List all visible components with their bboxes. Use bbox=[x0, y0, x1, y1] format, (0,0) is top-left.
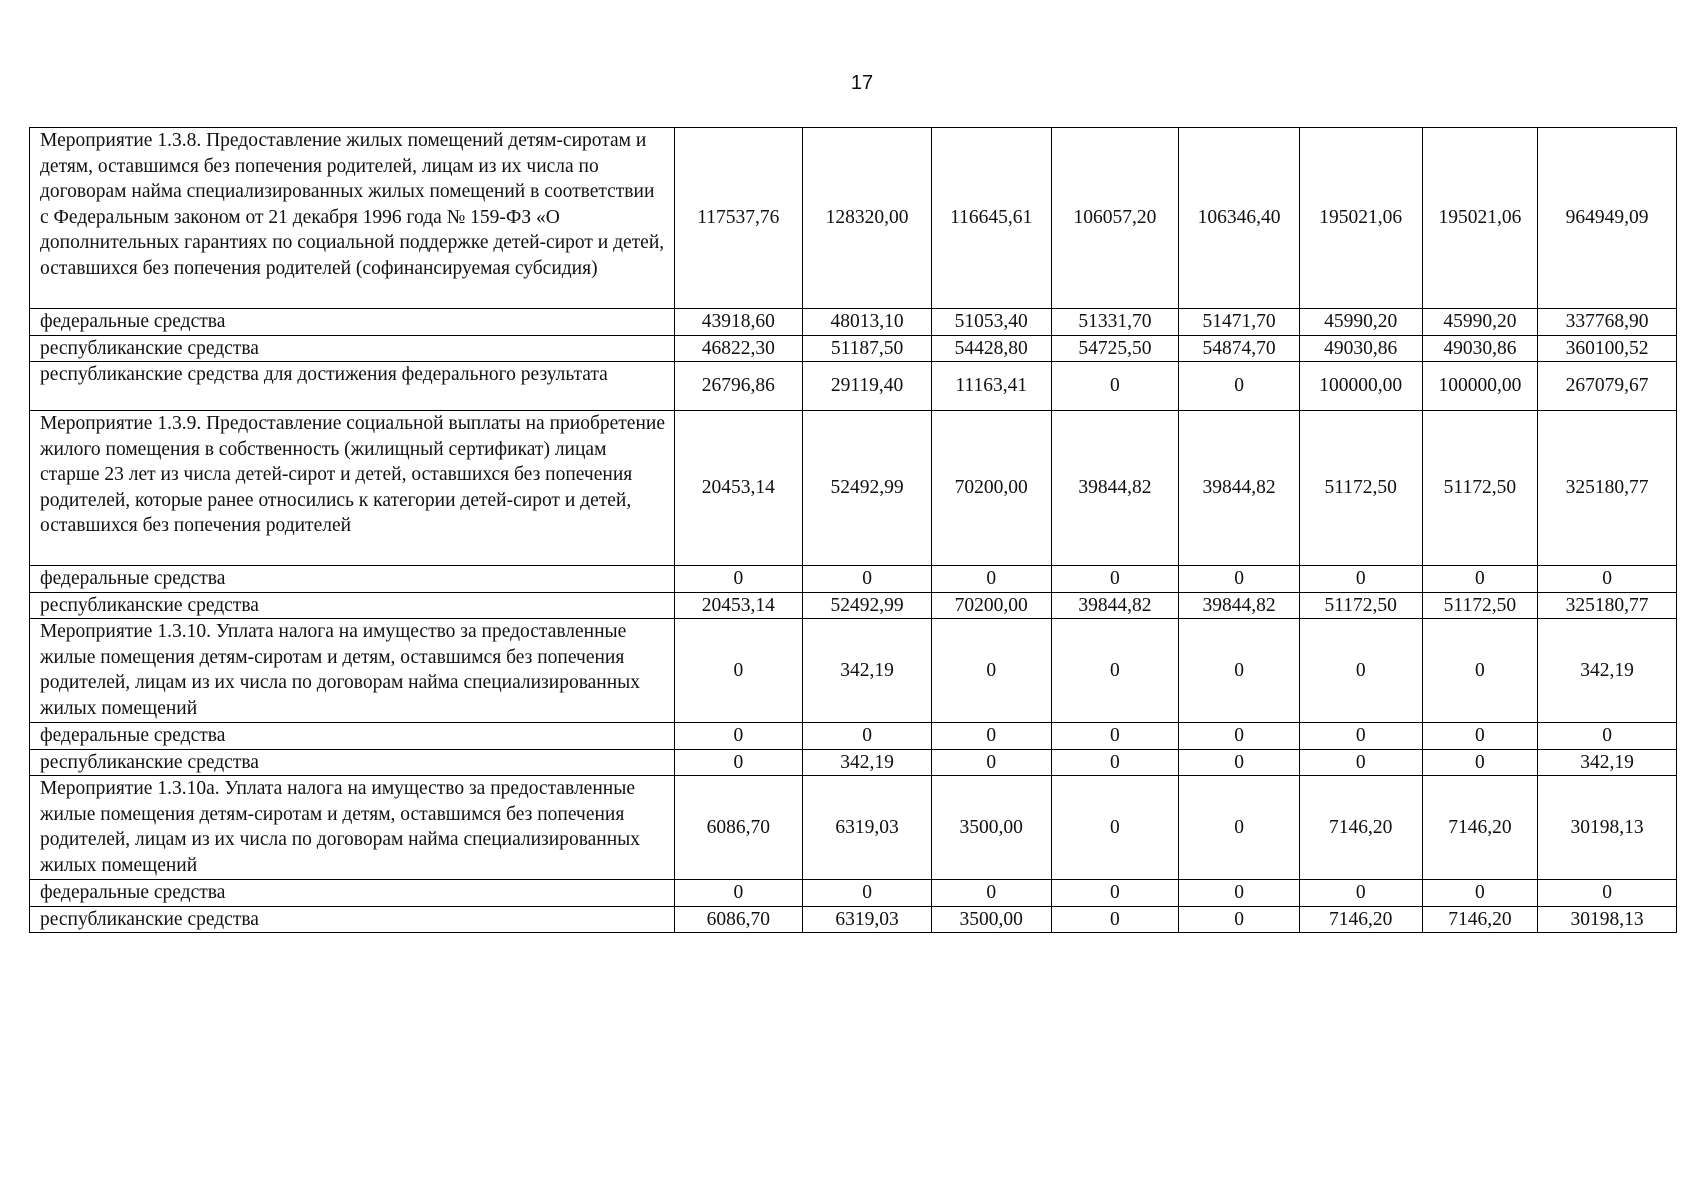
table-row bbox=[30, 619, 1677, 723]
row-label: Мероприятие 1.3.10а. Уплата налога на имущество за предоставленные жилые помещения детям-сиротам и детям, оставшимся без попечения родителей, лицам из их числа по договорам найма специализированных жилых помещений bbox=[30, 776, 675, 880]
value-cell: 0 bbox=[1179, 566, 1300, 593]
value-cell: 0 bbox=[803, 880, 932, 907]
value-cell: 325180,77 bbox=[1538, 411, 1677, 566]
value-cell: 0 bbox=[931, 880, 1051, 907]
value-cell: 100000,00 bbox=[1299, 362, 1422, 411]
table-row bbox=[30, 309, 1677, 336]
value-cell: 0 bbox=[1051, 566, 1179, 593]
value-cell: 6319,03 bbox=[803, 776, 932, 880]
value-cell: 54725,50 bbox=[1051, 335, 1179, 362]
value-cell: 0 bbox=[674, 723, 803, 750]
value-cell: 51172,50 bbox=[1422, 411, 1538, 566]
value-cell: 0 bbox=[1051, 723, 1179, 750]
value-cell: 20453,14 bbox=[674, 592, 803, 619]
row-label: Мероприятие 1.3.10. Уплата налога на имущество за предоставленные жилые помещения детям-сиротам и детям, оставшимся без попечения родителей, лицам из их числа по договорам найма специализированных жилых помещений bbox=[30, 619, 675, 723]
row-label: Мероприятие 1.3.8. Предоставление жилых помещений детям-сиротам и детям, оставшимся без попечения родителей, лицам из их числа по договорам найма специализированных жилых помещений в соответствии с Федеральным законом от 21 декабря 1996 года № 159-ФЗ «О дополнительных гарантиях по социальной поддержке детей-сирот и детей, оставшихся без попечения родителей (софинансируемая субсидия) bbox=[30, 128, 675, 309]
value-cell: 195021,06 bbox=[1299, 128, 1422, 309]
value-cell: 0 bbox=[931, 566, 1051, 593]
row-label: республиканские средства для достижения федерального результата bbox=[30, 362, 675, 411]
value-cell: 0 bbox=[1051, 906, 1179, 933]
table-row bbox=[30, 335, 1677, 362]
value-cell: 54874,70 bbox=[1179, 335, 1300, 362]
value-cell: 39844,82 bbox=[1179, 411, 1300, 566]
value-cell: 0 bbox=[1179, 723, 1300, 750]
value-cell: 0 bbox=[1299, 749, 1422, 776]
value-cell: 70200,00 bbox=[931, 411, 1051, 566]
value-cell: 0 bbox=[1179, 619, 1300, 723]
value-cell: 360100,52 bbox=[1538, 335, 1677, 362]
table-row bbox=[30, 566, 1677, 593]
value-cell: 48013,10 bbox=[803, 309, 932, 336]
value-cell: 0 bbox=[1422, 566, 1538, 593]
table-row bbox=[30, 906, 1677, 933]
value-cell: 0 bbox=[1538, 566, 1677, 593]
value-cell: 51331,70 bbox=[1051, 309, 1179, 336]
value-cell: 7146,20 bbox=[1299, 906, 1422, 933]
value-cell: 0 bbox=[1051, 749, 1179, 776]
value-cell: 39844,82 bbox=[1179, 592, 1300, 619]
value-cell: 342,19 bbox=[803, 619, 932, 723]
value-cell: 0 bbox=[803, 723, 932, 750]
value-cell: 6086,70 bbox=[674, 906, 803, 933]
value-cell: 20453,14 bbox=[674, 411, 803, 566]
row-label: федеральные средства bbox=[30, 723, 675, 750]
value-cell: 0 bbox=[1179, 880, 1300, 907]
value-cell: 267079,67 bbox=[1538, 362, 1677, 411]
value-cell: 0 bbox=[1299, 566, 1422, 593]
value-cell: 51172,50 bbox=[1422, 592, 1538, 619]
value-cell: 45990,20 bbox=[1422, 309, 1538, 336]
value-cell: 54428,80 bbox=[931, 335, 1051, 362]
value-cell: 116645,61 bbox=[931, 128, 1051, 309]
value-cell: 0 bbox=[674, 749, 803, 776]
row-label: федеральные средства bbox=[30, 309, 675, 336]
value-cell: 0 bbox=[931, 619, 1051, 723]
value-cell: 7146,20 bbox=[1299, 776, 1422, 880]
value-cell: 0 bbox=[931, 749, 1051, 776]
row-label: республиканские средства bbox=[30, 749, 675, 776]
value-cell: 0 bbox=[1422, 749, 1538, 776]
value-cell: 6086,70 bbox=[674, 776, 803, 880]
table-row bbox=[30, 723, 1677, 750]
table-row bbox=[30, 411, 1677, 566]
value-cell: 342,19 bbox=[803, 749, 932, 776]
row-label: федеральные средства bbox=[30, 566, 675, 593]
value-cell: 51172,50 bbox=[1299, 592, 1422, 619]
value-cell: 106346,40 bbox=[1179, 128, 1300, 309]
value-cell: 0 bbox=[1538, 880, 1677, 907]
value-cell: 117537,76 bbox=[674, 128, 803, 309]
value-cell: 0 bbox=[1179, 749, 1300, 776]
value-cell: 29119,40 bbox=[803, 362, 932, 411]
value-cell: 11163,41 bbox=[931, 362, 1051, 411]
table-row bbox=[30, 880, 1677, 907]
value-cell: 30198,13 bbox=[1538, 906, 1677, 933]
value-cell: 30198,13 bbox=[1538, 776, 1677, 880]
value-cell: 52492,99 bbox=[803, 592, 932, 619]
budget-table bbox=[29, 127, 1677, 933]
value-cell: 195021,06 bbox=[1422, 128, 1538, 309]
value-cell: 964949,09 bbox=[1538, 128, 1677, 309]
value-cell: 325180,77 bbox=[1538, 592, 1677, 619]
value-cell: 7146,20 bbox=[1422, 776, 1538, 880]
value-cell: 3500,00 bbox=[931, 906, 1051, 933]
value-cell: 46822,30 bbox=[674, 335, 803, 362]
value-cell: 52492,99 bbox=[803, 411, 932, 566]
value-cell: 0 bbox=[1422, 880, 1538, 907]
table-row bbox=[30, 592, 1677, 619]
value-cell: 7146,20 bbox=[1422, 906, 1538, 933]
value-cell: 0 bbox=[931, 723, 1051, 750]
row-label: республиканские средства bbox=[30, 906, 675, 933]
value-cell: 337768,90 bbox=[1538, 309, 1677, 336]
value-cell: 0 bbox=[674, 566, 803, 593]
row-label: республиканские средства bbox=[30, 335, 675, 362]
table-row bbox=[30, 362, 1677, 411]
table-row bbox=[30, 128, 1677, 309]
value-cell: 0 bbox=[1299, 880, 1422, 907]
row-label: федеральные средства bbox=[30, 880, 675, 907]
value-cell: 39844,82 bbox=[1051, 592, 1179, 619]
value-cell: 128320,00 bbox=[803, 128, 932, 309]
value-cell: 51187,50 bbox=[803, 335, 932, 362]
value-cell: 0 bbox=[1538, 723, 1677, 750]
value-cell: 0 bbox=[1179, 906, 1300, 933]
value-cell: 3500,00 bbox=[931, 776, 1051, 880]
table-row bbox=[30, 749, 1677, 776]
value-cell: 342,19 bbox=[1538, 749, 1677, 776]
value-cell: 39844,82 bbox=[1051, 411, 1179, 566]
value-cell: 70200,00 bbox=[931, 592, 1051, 619]
value-cell: 0 bbox=[674, 619, 803, 723]
value-cell: 0 bbox=[1299, 619, 1422, 723]
value-cell: 49030,86 bbox=[1299, 335, 1422, 362]
value-cell: 45990,20 bbox=[1299, 309, 1422, 336]
value-cell: 26796,86 bbox=[674, 362, 803, 411]
value-cell: 342,19 bbox=[1538, 619, 1677, 723]
value-cell: 0 bbox=[1299, 723, 1422, 750]
value-cell: 0 bbox=[674, 880, 803, 907]
value-cell: 100000,00 bbox=[1422, 362, 1538, 411]
value-cell: 0 bbox=[1422, 723, 1538, 750]
value-cell: 0 bbox=[1179, 362, 1300, 411]
value-cell: 0 bbox=[1051, 362, 1179, 411]
value-cell: 0 bbox=[803, 566, 932, 593]
value-cell: 51471,70 bbox=[1179, 309, 1300, 336]
value-cell: 106057,20 bbox=[1051, 128, 1179, 309]
value-cell: 0 bbox=[1179, 776, 1300, 880]
value-cell: 0 bbox=[1051, 619, 1179, 723]
value-cell: 0 bbox=[1422, 619, 1538, 723]
row-label: Мероприятие 1.3.9. Предоставление социальной выплаты на приобретение жилого помещения в собственность (жилищный сертификат) лицам старше 23 лет из числа детей-сирот и детей, оставшихся без попечения родителей, которые ранее относились к категории детей-сирот и детей, оставшихся без попечения родителей bbox=[30, 411, 675, 566]
value-cell: 0 bbox=[1051, 776, 1179, 880]
value-cell: 43918,60 bbox=[674, 309, 803, 336]
value-cell: 51172,50 bbox=[1299, 411, 1422, 566]
row-label: республиканские средства bbox=[30, 592, 675, 619]
value-cell: 49030,86 bbox=[1422, 335, 1538, 362]
value-cell: 0 bbox=[1051, 880, 1179, 907]
table-row bbox=[30, 776, 1677, 880]
value-cell: 6319,03 bbox=[803, 906, 932, 933]
value-cell: 51053,40 bbox=[931, 309, 1051, 336]
page-number: 17 bbox=[850, 72, 874, 94]
